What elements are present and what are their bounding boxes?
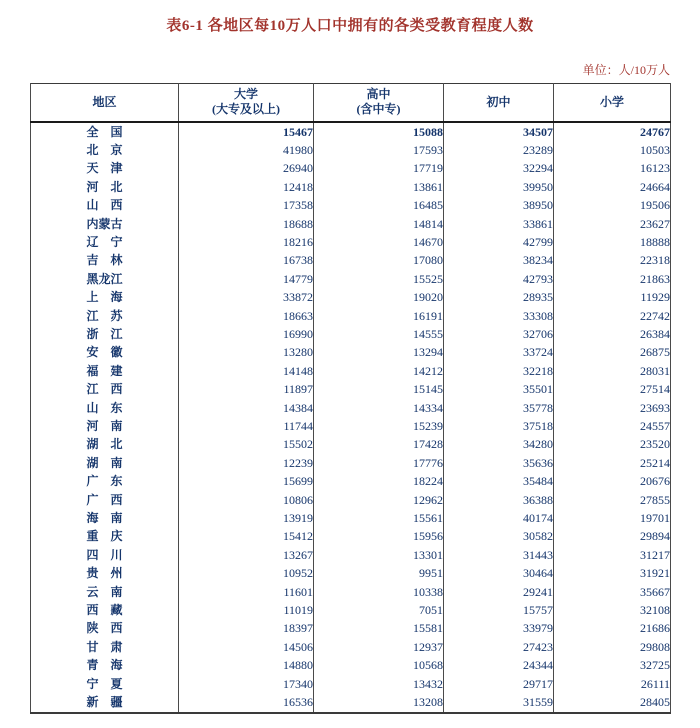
region-cell: 贵 州 — [31, 564, 179, 582]
university-cell: 11601 — [179, 583, 314, 601]
header-primary — [554, 84, 671, 122]
junior-high-cell: 38234 — [444, 251, 554, 269]
primary-cell: 20676 — [554, 472, 671, 490]
region-cell: 广 西 — [31, 491, 179, 509]
region-cell: 甘 肃 — [31, 638, 179, 656]
junior-high-cell: 42793 — [444, 270, 554, 288]
table-row — [31, 546, 671, 564]
junior-high-cell: 33979 — [444, 619, 554, 637]
junior-high-cell: 28935 — [444, 288, 554, 306]
primary-cell: 16123 — [554, 159, 671, 177]
university-cell: 18663 — [179, 307, 314, 325]
university-cell: 18688 — [179, 215, 314, 233]
header-row — [31, 84, 671, 122]
university-cell: 17340 — [179, 675, 314, 693]
junior-high-cell: 30464 — [444, 564, 554, 582]
table-row — [31, 122, 671, 141]
primary-cell: 31217 — [554, 546, 671, 564]
table-row — [31, 675, 671, 693]
highschool-cell: 13301 — [314, 546, 444, 564]
university-cell: 14506 — [179, 638, 314, 656]
highschool-cell: 18224 — [314, 472, 444, 490]
university-cell: 41980 — [179, 141, 314, 159]
highschool-cell: 16191 — [314, 307, 444, 325]
highschool-cell: 13294 — [314, 343, 444, 361]
university-cell: 16536 — [179, 693, 314, 712]
junior-high-cell: 35484 — [444, 472, 554, 490]
header-region-label: 地区 — [92, 94, 117, 109]
primary-cell: 21686 — [554, 619, 671, 637]
primary-cell: 23693 — [554, 399, 671, 417]
header-highschool-line2: (含中专) — [356, 102, 401, 117]
university-cell: 12239 — [179, 454, 314, 472]
junior-high-cell: 37518 — [444, 417, 554, 435]
highschool-cell: 19020 — [314, 288, 444, 306]
primary-cell: 18888 — [554, 233, 671, 251]
education-table — [30, 83, 671, 714]
highschool-cell: 17776 — [314, 454, 444, 472]
primary-cell: 27514 — [554, 380, 671, 398]
primary-cell: 22742 — [554, 307, 671, 325]
primary-cell: 19506 — [554, 196, 671, 214]
junior-high-cell: 38950 — [444, 196, 554, 214]
junior-high-cell: 35501 — [444, 380, 554, 398]
table-row — [31, 362, 671, 380]
junior-high-cell: 23289 — [444, 141, 554, 159]
table-row — [31, 399, 671, 417]
table-row — [31, 638, 671, 656]
junior-high-cell: 32706 — [444, 325, 554, 343]
junior-high-cell: 24344 — [444, 656, 554, 674]
table-row — [31, 435, 671, 453]
junior-high-cell: 31443 — [444, 546, 554, 564]
primary-cell: 19701 — [554, 509, 671, 527]
table-row — [31, 325, 671, 343]
table-row — [31, 343, 671, 361]
university-cell: 15699 — [179, 472, 314, 490]
table-header — [31, 84, 671, 122]
region-cell: 江 西 — [31, 380, 179, 398]
primary-cell: 28405 — [554, 693, 671, 712]
highschool-cell: 14814 — [314, 215, 444, 233]
table-row — [31, 472, 671, 490]
junior-high-cell: 34507 — [444, 122, 554, 141]
header-university-line1: 大学 — [233, 87, 258, 102]
header-junior-high — [444, 84, 554, 122]
highschool-cell: 14334 — [314, 399, 444, 417]
university-cell: 18397 — [179, 619, 314, 637]
table-row — [31, 656, 671, 674]
primary-cell: 10503 — [554, 141, 671, 159]
highschool-cell: 13208 — [314, 693, 444, 712]
table-row — [31, 564, 671, 582]
primary-cell: 35667 — [554, 583, 671, 601]
junior-high-cell: 29241 — [444, 583, 554, 601]
header-primary-label: 小学 — [599, 94, 624, 109]
junior-high-cell: 30582 — [444, 527, 554, 545]
highschool-cell: 14212 — [314, 362, 444, 380]
university-cell: 12418 — [179, 178, 314, 196]
university-cell: 15467 — [179, 122, 314, 141]
region-cell: 西 藏 — [31, 601, 179, 619]
region-cell: 山 西 — [31, 196, 179, 214]
region-cell: 安 徽 — [31, 343, 179, 361]
table-row — [31, 159, 671, 177]
region-cell: 青 海 — [31, 656, 179, 674]
region-cell: 湖 北 — [31, 435, 179, 453]
primary-cell: 11929 — [554, 288, 671, 306]
region-cell: 全 国 — [31, 122, 179, 141]
highschool-cell: 16485 — [314, 196, 444, 214]
highschool-cell: 15581 — [314, 619, 444, 637]
primary-cell: 24557 — [554, 417, 671, 435]
primary-cell: 29894 — [554, 527, 671, 545]
region-cell: 四 川 — [31, 546, 179, 564]
region-cell: 湖 南 — [31, 454, 179, 472]
university-cell: 14779 — [179, 270, 314, 288]
highschool-cell: 14670 — [314, 233, 444, 251]
table-row — [31, 601, 671, 619]
region-cell: 河 南 — [31, 417, 179, 435]
primary-cell: 26384 — [554, 325, 671, 343]
primary-cell: 26875 — [554, 343, 671, 361]
junior-high-cell: 32294 — [444, 159, 554, 177]
table-row — [31, 583, 671, 601]
highschool-cell: 15145 — [314, 380, 444, 398]
table-row — [31, 417, 671, 435]
junior-high-cell: 36388 — [444, 491, 554, 509]
region-cell: 上 海 — [31, 288, 179, 306]
table-row — [31, 693, 671, 712]
header-highschool — [314, 84, 444, 122]
region-cell: 云 南 — [31, 583, 179, 601]
table-row — [31, 491, 671, 509]
region-cell: 福 建 — [31, 362, 179, 380]
primary-cell: 21863 — [554, 270, 671, 288]
table-row — [31, 141, 671, 159]
table-row — [31, 380, 671, 398]
page-title: 表6-1 各地区每10万人口中拥有的各类受教育程度人数 — [166, 18, 534, 34]
primary-cell: 23627 — [554, 215, 671, 233]
primary-cell: 27855 — [554, 491, 671, 509]
junior-high-cell: 29717 — [444, 675, 554, 693]
primary-cell: 24664 — [554, 178, 671, 196]
primary-cell: 28031 — [554, 362, 671, 380]
university-cell: 15502 — [179, 435, 314, 453]
highschool-cell: 10568 — [314, 656, 444, 674]
table-row — [31, 196, 671, 214]
region-cell: 天 津 — [31, 159, 179, 177]
header-region — [31, 84, 179, 122]
university-cell: 16738 — [179, 251, 314, 269]
junior-high-cell: 35636 — [444, 454, 554, 472]
region-cell: 广 东 — [31, 472, 179, 490]
highschool-cell: 15239 — [314, 417, 444, 435]
highschool-cell: 15956 — [314, 527, 444, 545]
primary-cell: 26111 — [554, 675, 671, 693]
table-body — [31, 122, 671, 713]
junior-high-cell: 27423 — [444, 638, 554, 656]
highschool-cell: 17593 — [314, 141, 444, 159]
highschool-cell: 13432 — [314, 675, 444, 693]
region-cell: 重 庆 — [31, 527, 179, 545]
primary-cell: 24767 — [554, 122, 671, 141]
highschool-cell: 12937 — [314, 638, 444, 656]
highschool-cell: 10338 — [314, 583, 444, 601]
junior-high-cell: 42799 — [444, 233, 554, 251]
region-cell: 黑龙江 — [31, 270, 179, 288]
table-row — [31, 233, 671, 251]
table-row — [31, 454, 671, 472]
primary-cell: 29808 — [554, 638, 671, 656]
junior-high-cell: 32218 — [444, 362, 554, 380]
university-cell: 17358 — [179, 196, 314, 214]
university-cell: 11744 — [179, 417, 314, 435]
university-cell: 10806 — [179, 491, 314, 509]
highschool-cell: 12962 — [314, 491, 444, 509]
university-cell: 26940 — [179, 159, 314, 177]
university-cell: 14384 — [179, 399, 314, 417]
junior-high-cell: 33724 — [444, 343, 554, 361]
highschool-cell: 14555 — [314, 325, 444, 343]
university-cell: 11897 — [179, 380, 314, 398]
highschool-cell: 9951 — [314, 564, 444, 582]
region-cell: 山 东 — [31, 399, 179, 417]
highschool-cell: 15525 — [314, 270, 444, 288]
junior-high-cell: 33861 — [444, 215, 554, 233]
primary-cell: 31921 — [554, 564, 671, 582]
region-cell: 宁 夏 — [31, 675, 179, 693]
region-cell: 新 疆 — [31, 693, 179, 712]
highschool-cell: 17719 — [314, 159, 444, 177]
table-row — [31, 215, 671, 233]
junior-high-cell: 39950 — [444, 178, 554, 196]
highschool-cell: 17080 — [314, 251, 444, 269]
region-cell: 陕 西 — [31, 619, 179, 637]
header-university-line2: (大专及以上) — [212, 102, 280, 117]
region-cell: 辽 宁 — [31, 233, 179, 251]
junior-high-cell: 15757 — [444, 601, 554, 619]
table-row — [31, 509, 671, 527]
header-junior-high-label: 初中 — [486, 94, 511, 109]
university-cell: 33872 — [179, 288, 314, 306]
junior-high-cell: 35778 — [444, 399, 554, 417]
primary-cell: 25214 — [554, 454, 671, 472]
table-row — [31, 288, 671, 306]
junior-high-cell: 34280 — [444, 435, 554, 453]
region-cell: 北 京 — [31, 141, 179, 159]
table-row — [31, 619, 671, 637]
university-cell: 15412 — [179, 527, 314, 545]
table-row — [31, 270, 671, 288]
region-cell: 浙 江 — [31, 325, 179, 343]
primary-cell: 32108 — [554, 601, 671, 619]
table-container — [30, 61, 670, 714]
highschool-cell: 15561 — [314, 509, 444, 527]
table-row — [31, 527, 671, 545]
university-cell: 14148 — [179, 362, 314, 380]
region-cell: 内蒙古 — [31, 215, 179, 233]
header-highschool-line1: 高中 — [366, 87, 391, 102]
university-cell: 16990 — [179, 325, 314, 343]
junior-high-cell: 33308 — [444, 307, 554, 325]
table-row — [31, 178, 671, 196]
table-row — [31, 307, 671, 325]
primary-cell: 23520 — [554, 435, 671, 453]
university-cell: 14880 — [179, 656, 314, 674]
region-cell: 海 南 — [31, 509, 179, 527]
region-cell: 吉 林 — [31, 251, 179, 269]
primary-cell: 32725 — [554, 656, 671, 674]
highschool-cell: 15088 — [314, 122, 444, 141]
university-cell: 13267 — [179, 546, 314, 564]
university-cell: 11019 — [179, 601, 314, 619]
highschool-cell: 17428 — [314, 435, 444, 453]
highschool-cell: 13861 — [314, 178, 444, 196]
unit-note: 单位：人/10万人 — [582, 63, 670, 77]
university-cell: 13280 — [179, 343, 314, 361]
region-cell: 江 苏 — [31, 307, 179, 325]
primary-cell: 22318 — [554, 251, 671, 269]
university-cell: 18216 — [179, 233, 314, 251]
university-cell: 13919 — [179, 509, 314, 527]
header-university — [179, 84, 314, 122]
table-row — [31, 251, 671, 269]
junior-high-cell: 31559 — [444, 693, 554, 712]
highschool-cell: 7051 — [314, 601, 444, 619]
junior-high-cell: 40174 — [444, 509, 554, 527]
university-cell: 10952 — [179, 564, 314, 582]
region-cell: 河 北 — [31, 178, 179, 196]
